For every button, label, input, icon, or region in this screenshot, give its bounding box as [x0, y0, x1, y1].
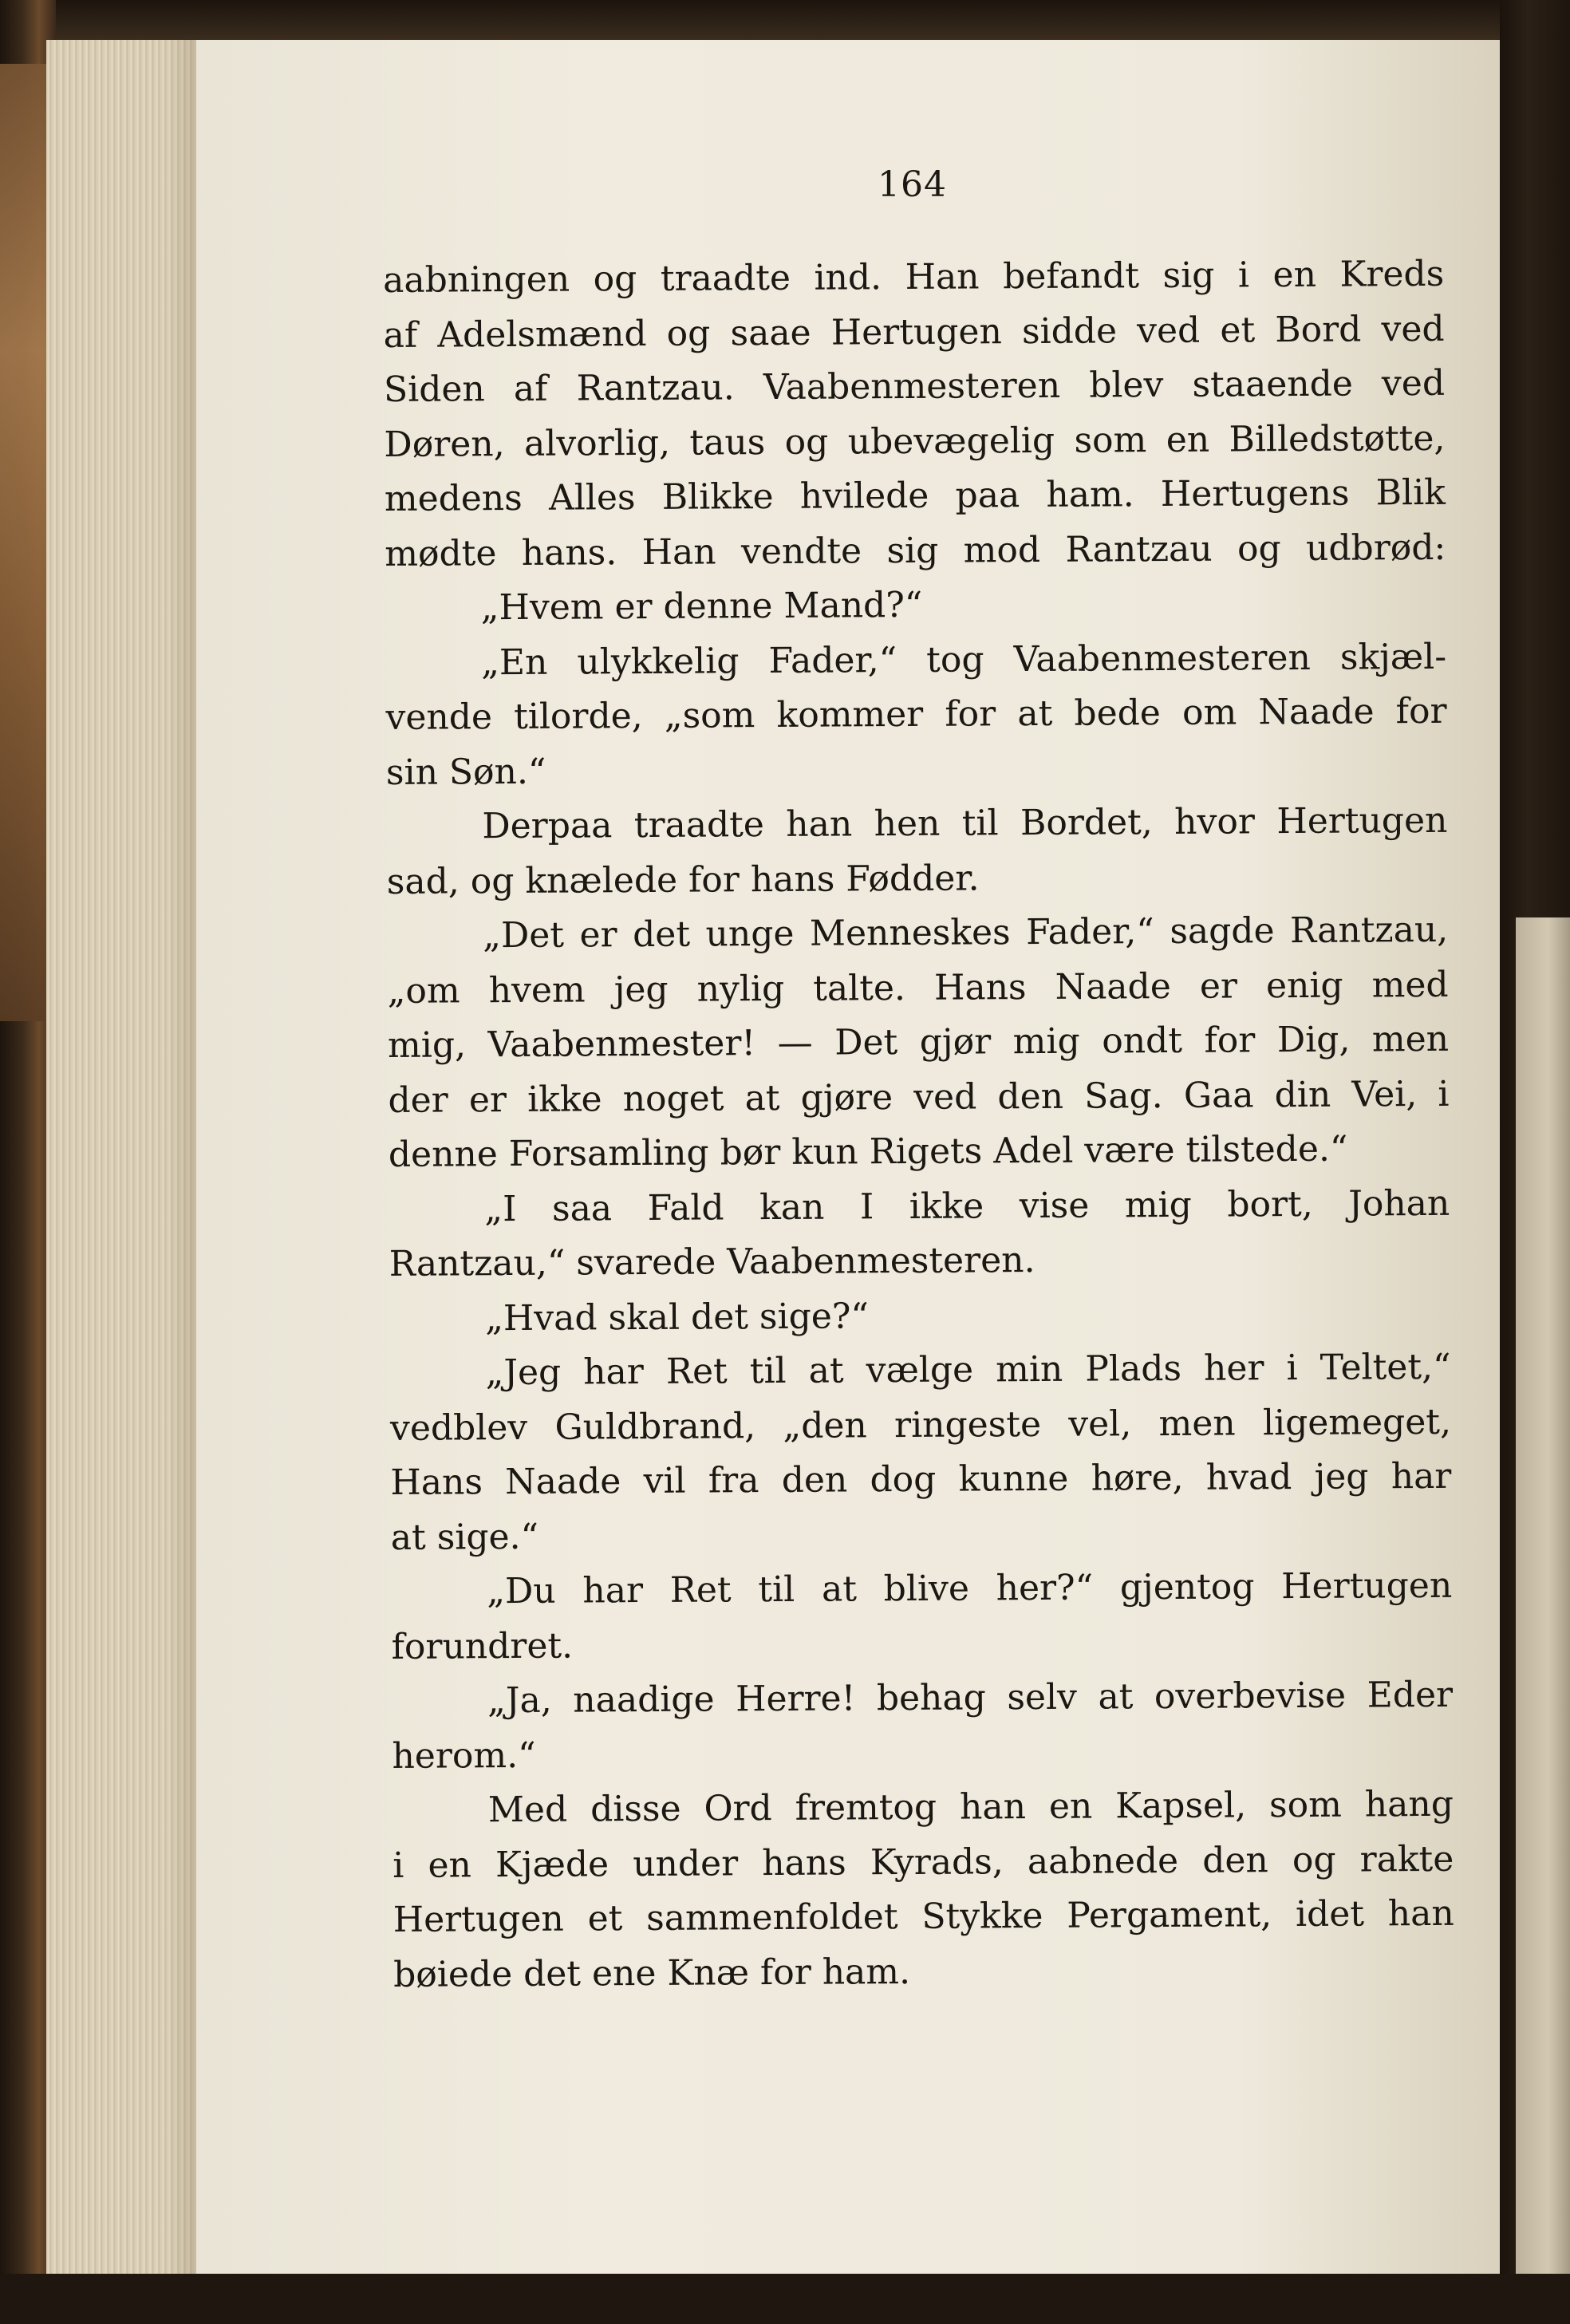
- text-line: „Hvem er denne Mand?“: [480, 584, 923, 629]
- text-line: „I saa Fald kan I ikke vise mig bort, Johan: [484, 1182, 1450, 1229]
- text-line: „Det er det unge Menneskes Fader,“ sagde Rantzau,: [483, 909, 1449, 957]
- text-line: herom.“: [392, 1734, 536, 1777]
- text-line: denne Forsamling bør kun Rigets Adel være tilstede.“: [388, 1128, 1348, 1175]
- page-block-edges: [46, 40, 198, 2290]
- text-line: vedblev Guldbrand, „den ringeste vel, men ligemeget,: [389, 1401, 1452, 1449]
- text-line: „om hvem jeg nylig talte. Hans Naade er enig med: [387, 964, 1449, 1012]
- text-line: af Adelsmænd og saae Hertugen sidde ved et Bord ved: [383, 308, 1445, 356]
- text-line: aabningen og traadte ind. Han befandt sig i en Kreds: [383, 253, 1445, 301]
- text-line: Derpaa traadte han hen til Bordet, hvor Hertugen: [482, 799, 1448, 847]
- page-number: 164: [878, 164, 947, 205]
- text-line: Rantzau,“ svarede Vaabenmesteren.: [389, 1240, 1035, 1284]
- text-line: i en Kjæde under hans Kyrads, aabnede den og rakte: [392, 1838, 1454, 1886]
- text-line: forundret.: [391, 1625, 574, 1667]
- text-line: mødte hans. Han vendte sig mod Rantzau og udbrød:: [385, 527, 1446, 574]
- body-text: [383, 247, 1454, 2002]
- text-line: vende tilorde, „som kommer for at bede om Naade for: [385, 690, 1447, 738]
- text-line: mig, Vaabenmester! — Det gjør mig ondt for Dig, men: [387, 1018, 1450, 1066]
- text-line: sad, og knælede for hans Fødder.: [386, 857, 980, 902]
- spine-leather: [0, 64, 48, 1021]
- text-line: bøiede det ene Knæ for ham.: [393, 1951, 911, 1995]
- text-line: Hans Naade vil fra den dog kunne høre, hvad jeg har: [390, 1455, 1452, 1503]
- text-line: Hertugen et sammenfoldet Stykke Pergament, idet han: [392, 1892, 1454, 1940]
- text-line: at sige.“: [390, 1516, 539, 1558]
- next-page-sliver: [1516, 917, 1570, 2274]
- top-shadow: [0, 0, 1570, 40]
- text-line: medens Alles Blikke hvilede paa ham. Hertugens Blik: [384, 472, 1446, 519]
- bottom-shadow: [0, 2274, 1570, 2324]
- text-line: Med disse Ord fremtog han en Kapsel, som hang: [487, 1783, 1454, 1831]
- text-line: „Jeg har Ret til at vælge min Plads her i Teltet,“: [485, 1346, 1451, 1394]
- text-line: „Du har Ret til at blive her?“ gjentog Hertugen: [487, 1564, 1453, 1612]
- text-line: der er ikke noget at gjøre ved den Sag. Gaa din Vei, i: [388, 1073, 1450, 1121]
- text-line: Siden af Rantzau. Vaabenmesteren blev staaende ved: [383, 362, 1446, 410]
- text-line: „Hvad skal det sige?“: [484, 1295, 870, 1339]
- text-line: „Ja, naadige Herre! behag selv at overbevise Eder: [487, 1674, 1454, 1722]
- text-line: „En ulykkelig Fader,“ tog Vaabenmesteren skjæl-: [480, 636, 1447, 683]
- text-line: Døren, alvorlig, taus og ubevægelig som en Billedstøtte,: [384, 417, 1446, 465]
- text-line: sin Søn.“: [385, 751, 546, 793]
